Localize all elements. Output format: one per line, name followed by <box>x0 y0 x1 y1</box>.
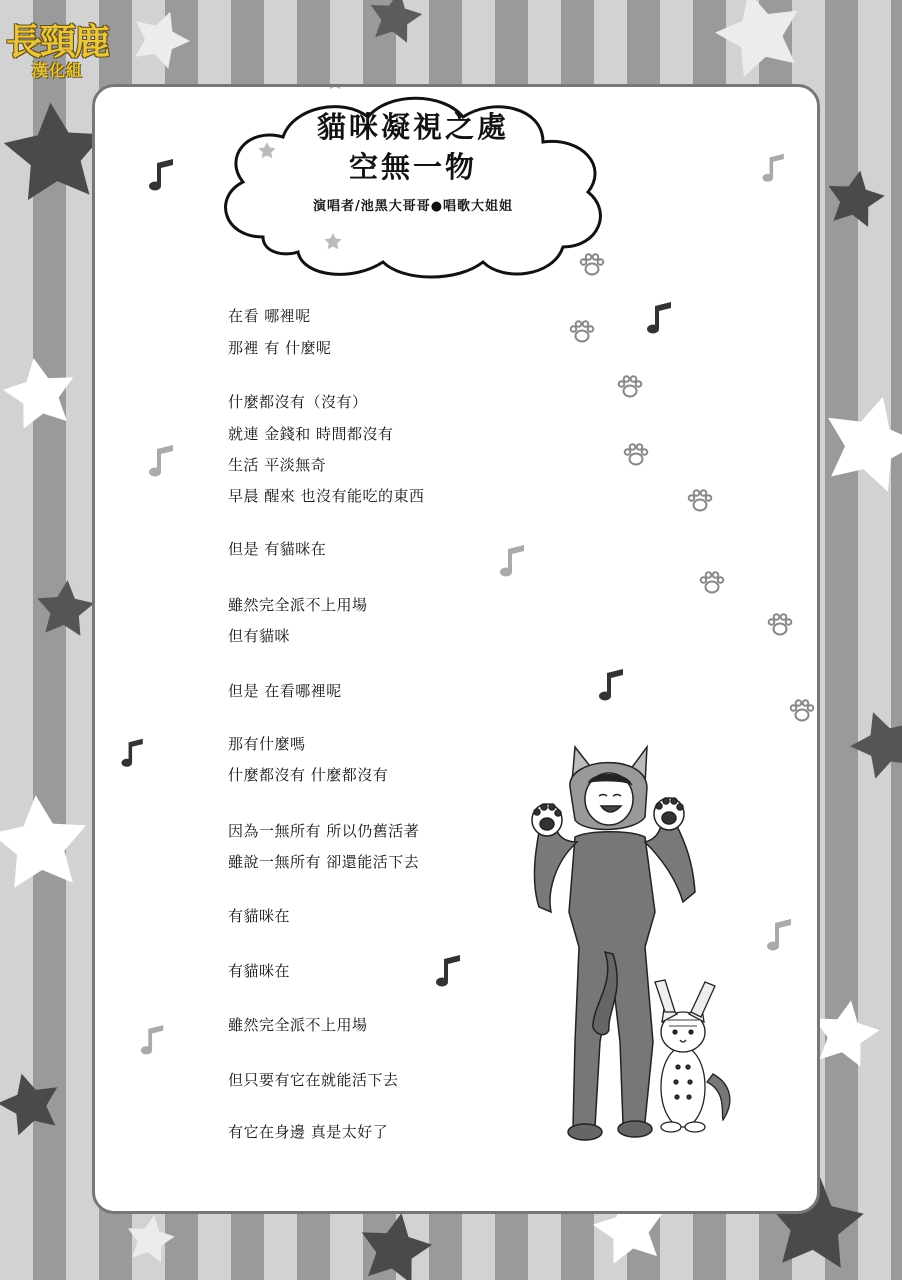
paw-print-icon <box>579 253 605 277</box>
lyric-line: 那有什麼嗎 <box>228 735 306 753</box>
lyric-line: 有它在身邊 真是太好了 <box>228 1123 389 1141</box>
paw-print-icon <box>687 489 713 513</box>
lyric-line: 什麼都沒有（沒有） <box>228 393 368 411</box>
lyric-line: 生活 平淡無奇 <box>228 456 327 474</box>
lyric-line: 在看 哪裡呢 <box>228 307 311 325</box>
paw-print-icon <box>789 699 815 723</box>
music-note-icon <box>145 443 179 479</box>
lyric-line: 雖然完全派不上用場 <box>228 1016 368 1034</box>
lyric-line: 有貓咪在 <box>228 962 291 980</box>
lyrics-panel <box>92 84 820 1214</box>
star-icon <box>123 1211 178 1264</box>
logo-bottom-text: 漢化組 <box>32 61 84 80</box>
star-icon <box>365 0 425 44</box>
paw-print-icon <box>617 375 643 399</box>
song-credits: 演唱者/池黑大哥哥●唱歌大姐姐 <box>312 199 514 214</box>
music-note-icon <box>139 1023 167 1057</box>
paw-print-icon <box>623 443 649 467</box>
cat-costume-illustration <box>495 742 755 1162</box>
music-note-icon <box>433 953 465 989</box>
star-icon <box>355 1207 437 1280</box>
music-note-icon <box>765 917 795 953</box>
paw-print-icon <box>699 571 725 595</box>
star-icon <box>842 701 902 783</box>
star-icon <box>0 791 91 889</box>
lyric-line: 什麼都沒有 什麼都沒有 <box>228 766 389 784</box>
lyric-line: 就連 金錢和 時間都沒有 <box>228 425 394 443</box>
logo-top-text: 長頸鹿 <box>6 21 109 63</box>
star-icon <box>0 1066 67 1139</box>
lyric-line: 雖說一無所有 卻還能活下去 <box>228 853 420 871</box>
lyric-line: 因為一無所有 所以仍舊活著 <box>228 822 420 840</box>
paw-print-icon <box>767 613 793 637</box>
star-icon <box>823 165 889 228</box>
lyric-line: 但有貓咪 <box>228 627 291 645</box>
music-note-icon <box>597 667 627 703</box>
star-icon <box>34 578 96 637</box>
music-note-icon <box>117 737 149 769</box>
lyric-line: 但是 在看哪裡呢 <box>228 682 342 700</box>
music-note-icon <box>497 543 529 579</box>
lyric-line: 早晨 醒來 也沒有能吃的東西 <box>228 487 425 505</box>
lyric-line: 那裡 有 什麼呢 <box>228 339 332 357</box>
lyric-line: 但只要有它在就能活下去 <box>228 1071 399 1089</box>
star-icon <box>707 0 811 81</box>
song-title-line-1: 貓咪凝視之處 <box>316 110 509 144</box>
star-icon <box>814 384 902 496</box>
paw-print-icon <box>569 320 595 344</box>
song-title-line-2: 空無一物 <box>348 150 477 184</box>
star-icon <box>0 352 80 431</box>
music-note-icon <box>757 152 791 184</box>
lyric-line: 但是 有貓咪在 <box>228 540 327 558</box>
standing-cat <box>655 980 730 1132</box>
lyric-line: 有貓咪在 <box>228 907 291 925</box>
lyric-line: 雖然完全派不上用場 <box>228 596 368 614</box>
music-note-icon <box>643 300 677 336</box>
music-note-icon <box>147 157 177 193</box>
group-logo <box>2 12 152 86</box>
